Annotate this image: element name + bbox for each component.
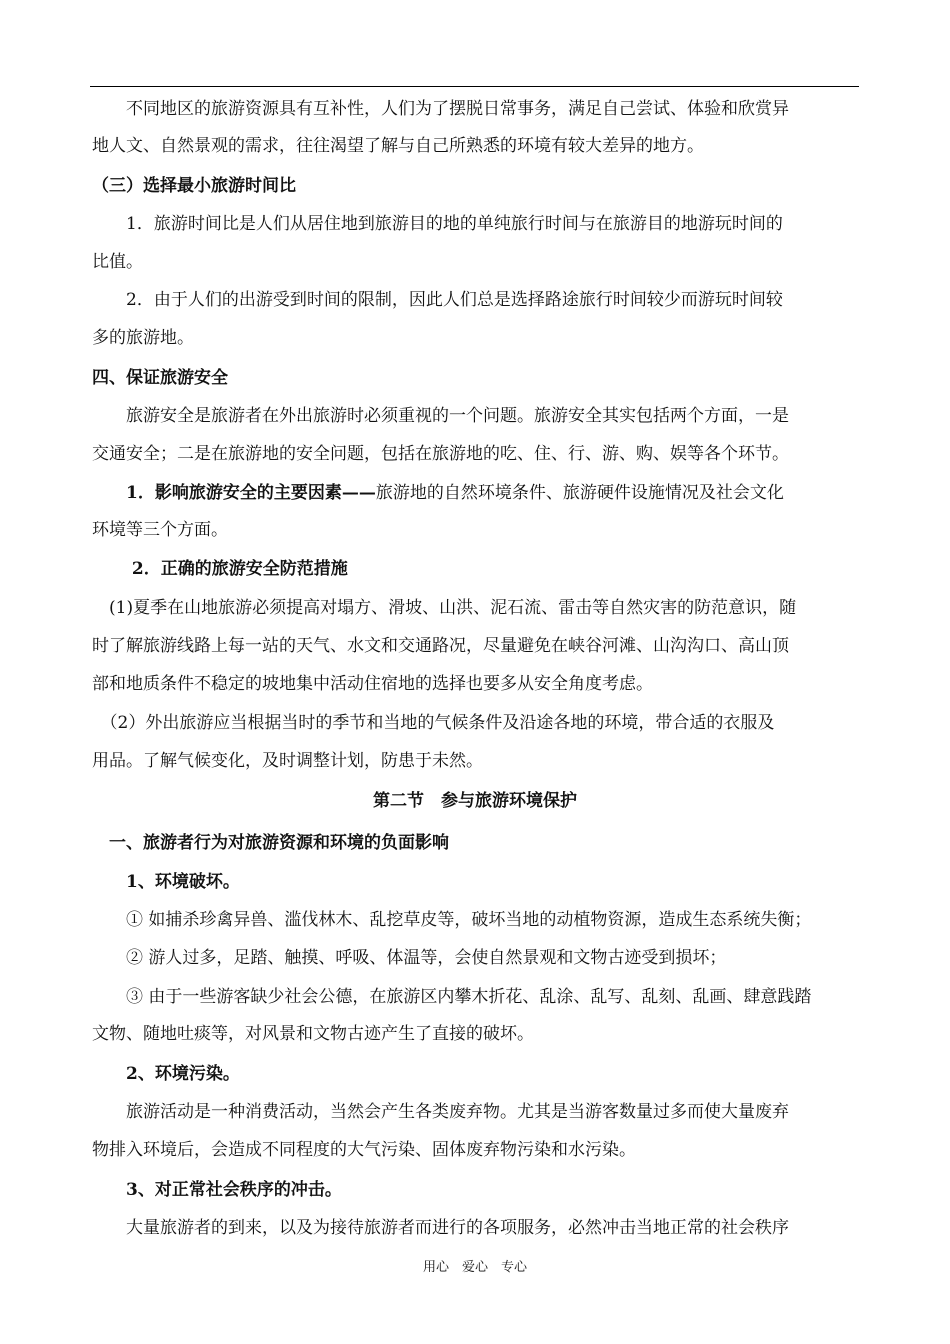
paragraph-line: 文物、随地吐痰等，对风景和文物古迹产生了直接的破坏。 <box>92 1024 534 1044</box>
paragraph-line: (1)夏季在山地旅游必须提高对塌方、滑坡、山洪、泥石流、雷击等自然灾害的防范意识，随 <box>92 598 797 618</box>
list-item: ② 游人过多，足踏、触摸、呼吸、体温等，会使自然景观和文物古迹受到损坏； <box>92 948 727 968</box>
paragraph-line: 部和地质条件不稳定的坡地集中活动住宿地的选择也要多从安全角度考虑。 <box>92 674 653 694</box>
page-footer: 用心 爱心 专心 <box>422 1260 527 1275</box>
paragraph-line: 时了解旅游线路上每一站的天气、水文和交通路况，尽量避免在峡谷河滩、山沟沟口、高山顶 <box>92 636 789 656</box>
paragraph-line: 用品。了解气候变化，及时调整计划，防患于未然。 <box>92 751 483 771</box>
paragraph-line: 2．由于人们的出游受到时间的限制，因此人们总是选择路途旅行时间较少而游玩时间较 <box>92 290 783 310</box>
paragraph-line: 交通安全；二是在旅游地的安全问题，包括在旅游地的吃、住、行、游、购、娱等各个环节。 <box>92 444 789 464</box>
header-rule <box>90 86 859 87</box>
paragraph-line: 环境等三个方面。 <box>92 520 228 540</box>
paragraph-line: 不同地区的旅游资源具有互补性，人们为了摆脱日常事务，满足自己尝试、体验和欣赏异 <box>92 99 789 119</box>
section-heading: 四、保证旅游安全 <box>92 368 228 388</box>
subsection-heading: 2、环境污染。 <box>92 1064 240 1084</box>
subsection-heading: 3、对正常社会秩序的冲击。 <box>92 1180 342 1200</box>
section-heading: 一、旅游者行为对旅游资源和环境的负面影响 <box>92 833 449 853</box>
paragraph-line: 多的旅游地。 <box>92 328 194 348</box>
paragraph-line: 比值。 <box>92 252 143 272</box>
key-factors-label: 1．影响旅游安全的主要因素—— <box>92 483 376 503</box>
list-item: ③ 由于一些游客缺少社会公德，在旅游区内攀木折花、乱涂、乱写、乱刻、乱画、肆意践踏 <box>92 987 812 1007</box>
chapter-title: 第二节 参与旅游环境保护 <box>373 791 577 811</box>
paragraph-line: 旅游安全是旅游者在外出旅游时必须重视的一个问题。旅游安全其实包括两个方面，一是 <box>92 406 789 426</box>
section-heading: 2．正确的旅游安全防范措施 <box>92 559 348 579</box>
list-item: ① 如捕杀珍禽异兽、滥伐林木、乱挖草皮等，破坏当地的动植物资源，造成生态系统失衡； <box>92 910 812 930</box>
paragraph-line: 地人文、自然景观的需求，往往渴望了解与自己所熟悉的环境有较大差异的地方。 <box>92 136 704 156</box>
key-factors-text: 旅游地的自然环境条件、旅游硬件设施情况及社会文化 <box>375 483 784 503</box>
section-heading: （三）选择最小旅游时间比 <box>92 176 296 196</box>
paragraph-line: （2）外出旅游应当根据当时的季节和当地的气候条件及沿途各地的环境，带合适的衣服及 <box>92 713 775 733</box>
paragraph-line: 物排入环境后，会造成不同程度的大气污染、固体废弃物污染和水污染。 <box>92 1140 636 1160</box>
paragraph-line: 1．旅游时间比是人们从居住地到旅游目的地的单纯旅行时间与在旅游目的地游玩时间的 <box>92 214 783 234</box>
subsection-heading: 1、环境破坏。 <box>92 872 240 892</box>
paragraph-line <box>92 481 784 505</box>
paragraph-line: 旅游活动是一种消费活动，当然会产生各类废弃物。尤其是当游客数量过多而使大量废弃 <box>92 1102 789 1122</box>
paragraph-line: 大量旅游者的到来，以及为接待旅游者而进行的各项服务，必然冲击当地正常的社会秩序 <box>92 1218 789 1238</box>
